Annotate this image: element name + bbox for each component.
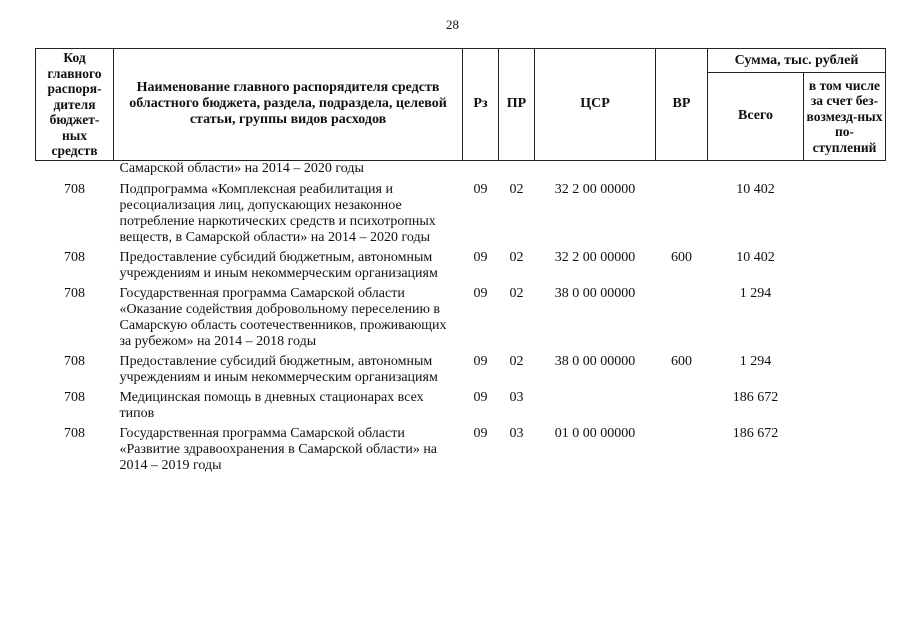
table-row <box>36 350 886 386</box>
cell-pr: 02 <box>509 353 524 369</box>
cell-csr: 01 0 00 00000 <box>554 425 636 441</box>
header-free-receipts: в том числе за счет без-возмезд-ных по-ступлений <box>804 73 886 161</box>
cell-name: Самарской области» на 2014 – 2020 годы <box>119 160 364 176</box>
cell-free <box>804 350 886 386</box>
header-vr: ВР <box>656 49 708 161</box>
table-row <box>36 282 886 350</box>
cell-code <box>36 160 114 178</box>
table-header <box>36 49 886 161</box>
cell-csr: 32 2 00 00000 <box>554 181 636 197</box>
cell-total: 186 672 <box>732 389 779 405</box>
cell-code: 708 <box>64 249 85 265</box>
cell-total: 10 402 <box>736 181 775 197</box>
cell-total: 1 294 <box>739 353 772 369</box>
cell-total: 10 402 <box>736 249 775 265</box>
header-csr: ЦСР <box>535 49 656 161</box>
cell-code: 708 <box>64 353 85 369</box>
cell-rz: 09 <box>473 285 488 301</box>
header-rz: Рз <box>463 49 499 161</box>
header-total: Всего <box>708 73 804 161</box>
cell-rz <box>463 160 499 178</box>
cell-name: Предоставление субсидий бюджетным, автономным учреждениям и иным некоммерческим организациям <box>119 249 438 281</box>
cell-code: 708 <box>64 389 85 405</box>
cell-pr: 03 <box>509 425 524 441</box>
cell-vr: 600 <box>671 249 692 265</box>
cell-free <box>804 178 886 246</box>
cell-vr <box>656 160 708 178</box>
cell-code: 708 <box>64 425 85 441</box>
cell-rz: 09 <box>473 425 488 441</box>
cell-pr: 02 <box>509 181 524 197</box>
table-row <box>36 246 886 282</box>
cell-pr: 02 <box>509 285 524 301</box>
cell-csr: 32 2 00 00000 <box>554 249 636 265</box>
table-row <box>36 422 886 474</box>
cell-pr: 02 <box>509 249 524 265</box>
cell-vr <box>656 178 708 246</box>
cell-rz: 09 <box>473 389 488 405</box>
header-sum-group: Сумма, тыс. рублей <box>708 49 886 73</box>
table-row <box>36 178 886 246</box>
cell-free <box>804 422 886 474</box>
table-body <box>36 160 886 474</box>
cell-total <box>708 160 804 178</box>
cell-rz: 09 <box>473 249 488 265</box>
budget-table <box>35 48 886 474</box>
cell-pr <box>499 160 535 178</box>
cell-total: 186 672 <box>732 425 779 441</box>
cell-name: Государственная программа Самарской области «Развитие здравоохранения в Самарской области» на 2014 – 2019 годы <box>119 425 438 473</box>
cell-vr: 600 <box>671 353 692 369</box>
cell-csr <box>535 160 656 178</box>
continuation-row <box>36 160 886 178</box>
header-code: Код главного распоря-дителя бюджет-ных средств <box>36 49 114 161</box>
cell-rz: 09 <box>473 353 488 369</box>
cell-free <box>804 282 886 350</box>
header-name: Наименование главного распорядителя средств областного бюджета, раздела, подраздела, целевой статьи, группы видов расходов <box>114 49 463 161</box>
cell-csr <box>535 386 656 422</box>
cell-name: Предоставление субсидий бюджетным, автономным учреждениям и иным некоммерческим организациям <box>119 353 438 385</box>
cell-free <box>804 160 886 178</box>
cell-vr <box>656 386 708 422</box>
cell-vr <box>656 282 708 350</box>
cell-csr: 38 0 00 00000 <box>554 353 636 369</box>
cell-name: Медицинская помощь в дневных стационарах всех типов <box>119 389 424 421</box>
cell-total: 1 294 <box>739 285 772 301</box>
cell-free <box>804 386 886 422</box>
cell-code: 708 <box>64 285 85 301</box>
header-pr: ПР <box>499 49 535 161</box>
cell-name: Подпрограмма «Комплексная реабилитация и ресоциализация лиц, допускающих незаконное потребление наркотических средств и психотропных веществ, в Самарской области» на 2014 – 2020 годы <box>119 181 436 245</box>
table-row <box>36 386 886 422</box>
cell-rz: 09 <box>473 181 488 197</box>
cell-code: 708 <box>64 181 85 197</box>
page-number: 28 <box>446 17 459 32</box>
cell-free <box>804 246 886 282</box>
cell-name: Государственная программа Самарской области «Оказание содействия добровольному переселению в Самарскую область соотечественников, проживающих за рубежом» на 2014 – 2018 годы <box>119 285 447 349</box>
cell-pr: 03 <box>509 389 524 405</box>
cell-csr: 38 0 00 00000 <box>554 285 636 301</box>
cell-vr <box>656 422 708 474</box>
